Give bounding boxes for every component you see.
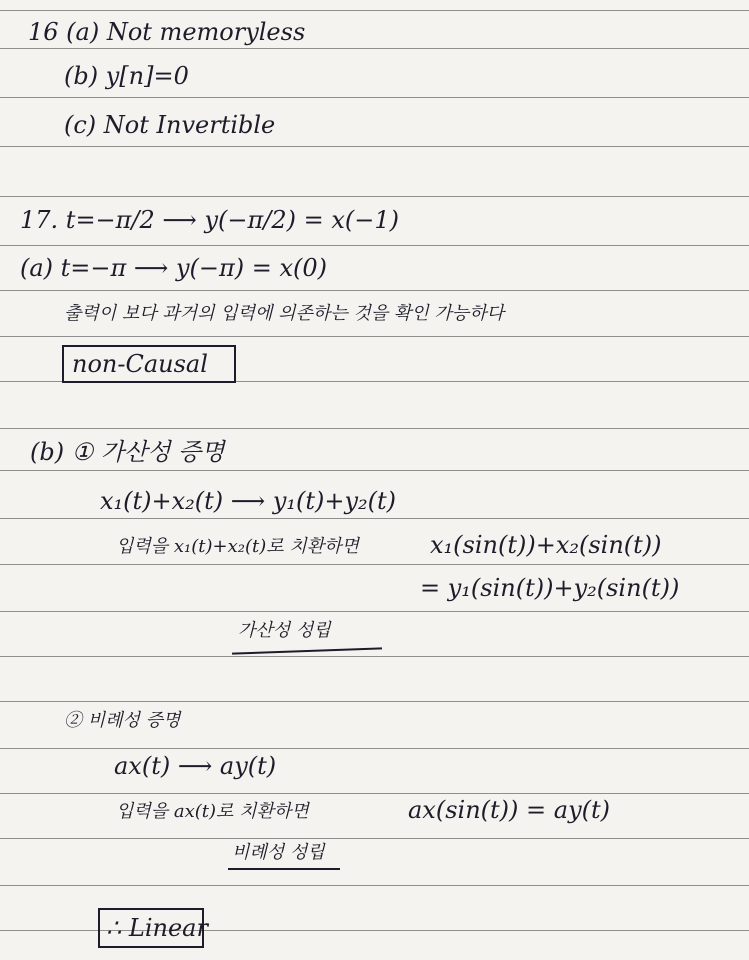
ruled-line — [0, 336, 749, 337]
ruled-line — [0, 97, 749, 98]
ruled-line — [0, 10, 749, 11]
problem-17b-result-1: x₁(sin(t))+x₂(sin(t)) — [430, 531, 662, 559]
ruled-line — [0, 518, 749, 519]
problem-17b-substitution: 입력을 x₁(t)+x₂(t)로 치환하면 — [116, 536, 359, 557]
additivity-underline — [232, 647, 382, 654]
ruled-line — [0, 701, 749, 702]
ruled-line — [0, 196, 749, 197]
ruled-line — [0, 428, 749, 429]
homogeneity-result: ax(sin(t)) = ay(t) — [408, 796, 610, 824]
homogeneity-underline — [228, 868, 340, 870]
ruled-line — [0, 748, 749, 749]
ruled-line — [0, 656, 749, 657]
answer-linear: ∴ Linear — [106, 914, 208, 942]
ruled-line — [0, 245, 749, 246]
ruled-line — [0, 793, 749, 794]
ruled-line — [0, 838, 749, 839]
additivity-holds: 가산성 성립 — [238, 620, 331, 641]
ruled-line — [0, 564, 749, 565]
ruled-line — [0, 290, 749, 291]
ruled-line — [0, 146, 749, 147]
homogeneity-heading: ② 비례성 증명 — [64, 710, 181, 731]
ruled-line — [0, 611, 749, 612]
homogeneity-mapping: ax(t) ⟶ ay(t) — [114, 752, 277, 780]
problem-17-heading: 17. t=−π/2 ⟶ y(−π/2) = x(−1) — [20, 206, 399, 234]
problem-16c: (c) Not Invertible — [64, 111, 276, 139]
problem-17b-heading: (b) ① 가산성 증명 — [30, 438, 225, 466]
problem-16b: (b) y[n]=0 — [64, 62, 189, 90]
problem-17a: (a) t=−π ⟶ y(−π) = x(0) — [20, 254, 328, 282]
answer-noncausal: non-Causal — [72, 350, 208, 378]
ruled-line — [0, 48, 749, 49]
ruled-line — [0, 470, 749, 471]
homogeneity-substitution: 입력을 ax(t)로 치환하면 — [116, 801, 309, 822]
problem-16a: 16 (a) Not memoryless — [28, 18, 306, 46]
problem-17b-result-2: = y₁(sin(t))+y₂(sin(t)) — [420, 574, 680, 602]
problem-17b-mapping: x₁(t)+x₂(t) ⟶ y₁(t)+y₂(t) — [100, 487, 397, 515]
homogeneity-holds: 비례성 성립 — [232, 842, 325, 863]
ruled-line — [0, 885, 749, 886]
problem-17a-note: 출력이 보다 과거의 입력에 의존하는 것을 확인 가능하다 — [64, 303, 504, 324]
